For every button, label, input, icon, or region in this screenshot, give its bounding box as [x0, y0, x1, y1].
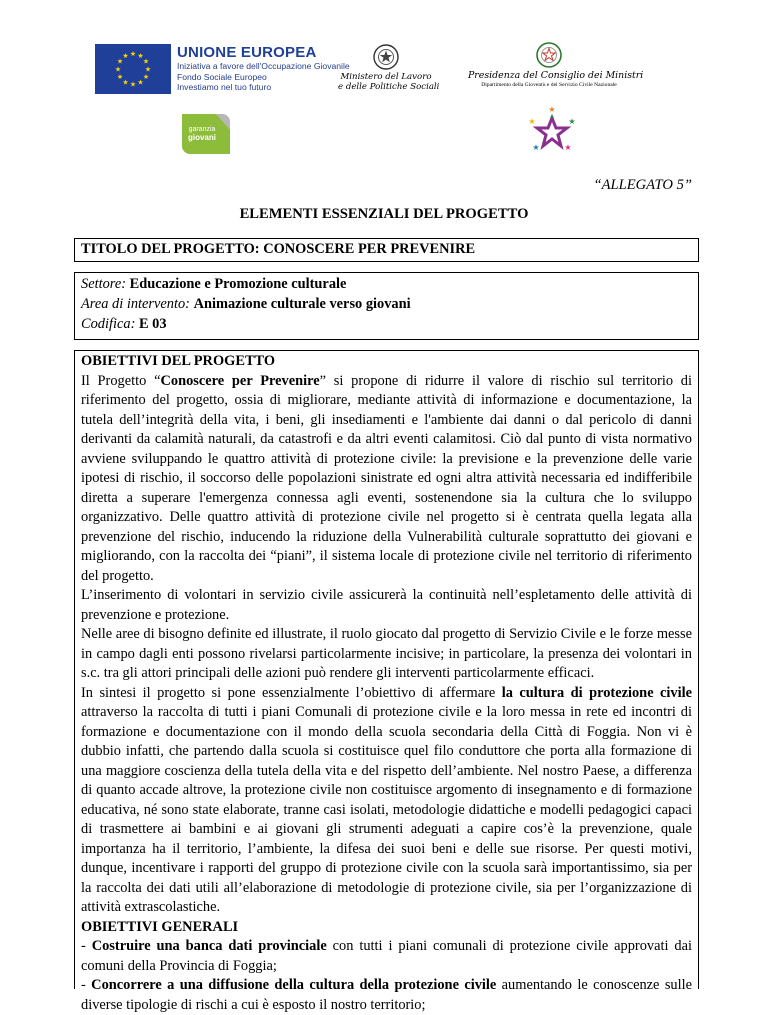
project-name-emphasis: Conoscere per Prevenire — [160, 372, 320, 389]
text-run: - — [81, 977, 92, 993]
garanzia-giovani-logo — [178, 110, 234, 158]
area-row — [81, 294, 692, 314]
presidenza-line-1: Presidenza del Consiglio dei Ministri — [468, 70, 644, 81]
eu-logo — [95, 44, 350, 94]
ministero-line-2: e delle Politiche Sociali — [338, 82, 440, 92]
svg-text:★: ★ — [144, 65, 152, 74]
svg-text:★: ★ — [142, 57, 150, 66]
settore-value: Educazione e Promozione culturale — [129, 276, 347, 292]
svg-text:★: ★ — [528, 117, 536, 126]
text-run: ” si propone di ridurre il valore di rischio sul territorio di riferimento del progetto, ossia di migliorare, mediante attività di informazione e documentazione, la tutela dell’integrità della vita, i beni, gli insediamenti e l'ambiente dai danni o dal pericolo di danni derivanti da calamità naturali, da catastrofi e da altri eventi calamitosi. Ciò dal punto di vista normativo avviene sviluppando le quattro attività di protezione civile: la previsione e la prevenzione delle varie ipotesi di rischio, il soccorso delle popolazioni sinistrate ed ogni altra attività necessaria ed indifferibile diretta a superare l'emergenza connessa agli eventi, sostenendone sia la cultura che lo sviluppo organizzativo. Delle quattro attività di protezione civile nel progetto si è centrata quella legata alla prevenzione del rischio, inducendo la riduzione della Vulnerabilità culturale soprattutto dei giovani e migliorando, con la raccolta dei “piani”, il sistema locale di protezione civile nel territorio di riferimento del progetto. — [81, 372, 693, 584]
text-run: attraverso la raccolta di tutti i piani Comunali di protezione civile e la loro messa in rete ed incontri di formazione e documentazione con il mondo della scuola secondaria della Città di Foggia. Non vi è dubbio infatti, che partendo dalla scuola si costituisce quel filo conduttore che porta alla formazione di una maggiore coscienza della tutela della vita e del rispetto dell’ambiente. Nel nostro Paese, a differenza di quanto accade altrove, la protezione civile non costituisce argomento di insegnamento e di formazione educativa, né sono state elaborate, tranne casi isolati, metodologie didattiche e modelli pedagogici capaci di trasmettere ai bambini e ai giovani gli strumenti adeguati a capire cos’è la prevenzione, quale importanza ha il territorio, l’ambiente, la difesa dei suoi beni e delle sue risorse. Per questi motivi, dunque, incentivare i rapporti del gruppo di protezione civile con la scuola sarà importantissimo, sia per la raccolta dei dati utili all’elaborazione di metodologie di protezione civile, sia per l’organizzazione di attività extrascolastiche. — [81, 704, 692, 915]
ministero-line-1: Ministero del Lavoro — [340, 72, 432, 82]
svg-text:★: ★ — [129, 80, 137, 89]
text-run: - — [81, 938, 92, 954]
main-title: ELEMENTI ESSENZIALI DEL PROGETTO — [239, 206, 529, 222]
svg-text:★: ★ — [142, 73, 150, 81]
eu-line-3: Investiamo nel tuo futuro — [177, 82, 272, 92]
area-value: Animazione culturale verso giovani — [193, 296, 411, 312]
project-title-box — [74, 238, 699, 262]
obiettivo-generale-2 — [81, 976, 692, 1015]
codifica-label: Codifica: — [81, 316, 136, 332]
area-label: Area di intervento: — [81, 296, 190, 312]
svg-text:★: ★ — [116, 73, 124, 81]
text-run: aumentando le conoscenze sulle diverse tipologie di rischi a cui è esposto il nostro territorio; — [81, 977, 693, 1013]
presidenza-logo — [468, 40, 644, 98]
eu-line-2: Fondo Sociale Europeo — [177, 71, 267, 82]
codifica-value: E 03 — [138, 316, 167, 332]
obiettivi-generali-heading: OBIETTIVI GENERALI — [81, 918, 239, 935]
eu-line-1: Iniziativa a favore dell'Occupazione Giovanile — [177, 61, 350, 71]
goal-emphasis: Concorrere a una diffusione della cultura della protezione civile — [91, 977, 497, 993]
obiettivi-box — [74, 350, 699, 1013]
eu-title: UNIONE EUROPEA — [177, 44, 317, 61]
servizio-civile-stars-icon — [520, 104, 584, 160]
goal-emphasis: Costruire una banca dati provinciale — [91, 938, 327, 954]
italian-republic-emblem-icon — [371, 42, 401, 72]
svg-text:★: ★ — [122, 78, 129, 87]
svg-text:★: ★ — [137, 52, 144, 60]
obiettivi-paragraph-3: Nelle aree di bisogno definite ed illustrate, il ruolo giocato dal progetto di Servizio Civile e le forze messe in campo dagli enti possono rivelarsi particolarmente incisive; in particolare, la presenza dei volontari in s.c. tra gli attori principali delle azioni può rendere gli interventi particolarmente efficaci. — [81, 626, 692, 681]
settore-box — [74, 272, 699, 340]
settore-row — [81, 274, 692, 294]
obiettivi-paragraph-1 — [81, 372, 692, 587]
obiettivo-generale-1 — [81, 937, 692, 976]
presidenza-line-2: Dipartimento della Gioventù e del Servizio Civile Nazionale — [481, 82, 617, 88]
text-run: con tutti i piani comunali di protezione civile approvati dai comuni della Provincia di Foggia; — [81, 938, 692, 974]
eu-flag-icon — [95, 44, 171, 94]
obiettivi-paragraph-2: L’inserimento di volontari in servizio civile assicurerà la continuità nell’espletamento delle attività di prevenzione e protezione. — [81, 587, 692, 623]
text-run: Il Progetto “ — [81, 372, 161, 389]
ministero-logo — [338, 42, 440, 98]
svg-text:★: ★ — [137, 78, 144, 87]
settore-label: Settore: — [81, 276, 127, 292]
obiettivi-heading: OBIETTIVI DEL PROGETTO — [81, 353, 276, 369]
codifica-row — [81, 314, 692, 334]
svg-text:★: ★ — [129, 50, 137, 58]
culture-emphasis: la cultura di protezione civile — [501, 684, 692, 701]
svg-text:★: ★ — [116, 57, 124, 66]
obiettivi-paragraph-4 — [81, 684, 692, 918]
svg-text:★: ★ — [532, 143, 540, 152]
allegato-label: “ALLEGATO 5” — [593, 177, 692, 193]
project-title: TITOLO DEL PROGETTO: CONOSCERE PER PREVENIRE — [81, 241, 476, 257]
svg-text:★: ★ — [568, 117, 576, 126]
svg-text:★: ★ — [548, 105, 556, 114]
garanzia-line-2: giovani — [187, 132, 216, 142]
garanzia-line-1: garanzia — [188, 126, 216, 133]
svg-text:★: ★ — [122, 52, 129, 60]
text-run: In sintesi il progetto si pone essenzialmente l’obiettivo di affermare — [81, 684, 502, 701]
italian-republic-emblem-icon — [534, 40, 564, 70]
svg-text:★: ★ — [114, 65, 122, 74]
svg-text:★: ★ — [564, 143, 572, 152]
